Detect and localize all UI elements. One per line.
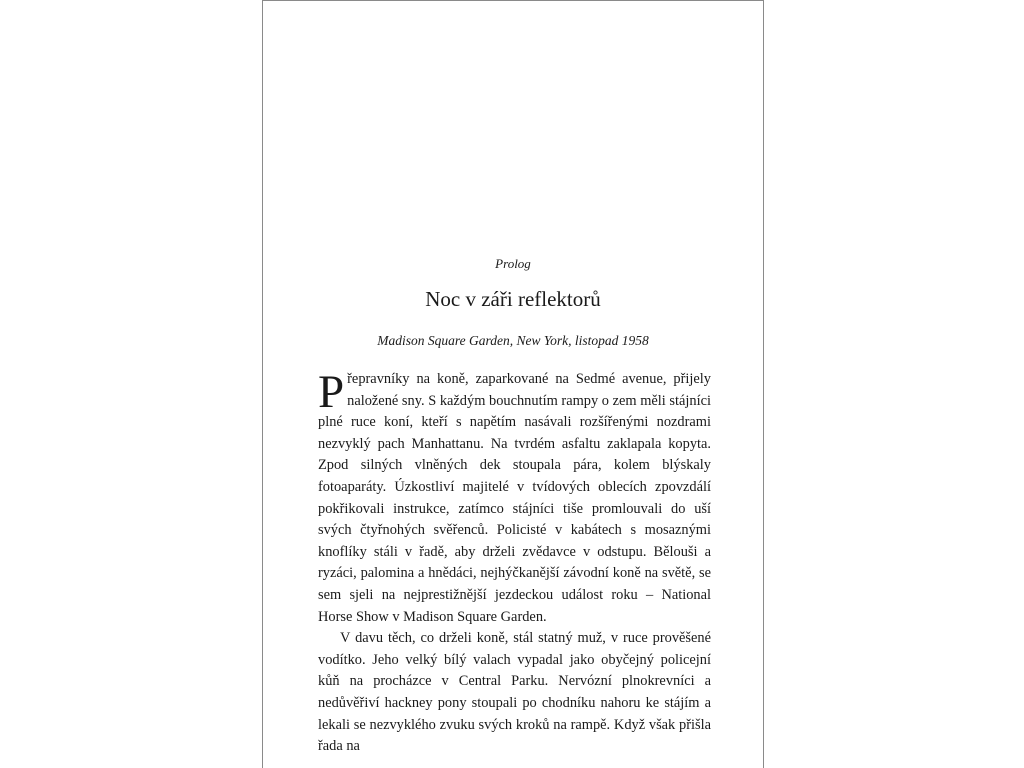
book-page (262, 0, 764, 768)
chapter-title: Noc v záři reflektorů (425, 287, 601, 311)
paragraph-2: V davu těch, co drželi koně, stál statný muž, v ruce prověšené vodítko. Jeho velký bílý valach vypadal jako obyčejný policejní kůň na procházce v Central Parku. Nervózní plnokrevníci a nedůvěřiví hackney pony stoupali po chodníku nahoru ke stájím a lekali se nezvyklého zvuku svých kroků na rampě. Když však přišla řada na (318, 630, 711, 755)
body-text (318, 366, 711, 758)
chapter-label: Prolog (495, 256, 531, 271)
paragraph-1: Přepravníky na koně, zaparkované na Sedmé avenue, přijely naložené sny. S každým bouchnutím rampy o zem měli stájníci plné ruce koní, kteří s napětím nasávali rozšířenými nozdrami nezvyklý pach Manhattanu. Na tvrdém asfaltu zaklapala kopyta. Zpod silných vlněných dek stoupala pára, kolem blýskaly fotoaparáty. Úzkostliví majitelé v tvídových oblecích zpovzdálí pokřikovali instrukce, zatímco stájníci tiše promlouvali do uší svých čtyřnohých svěřenců. Policisté v kabátech s mosaznými knoflíky stáli v řadě, aby drželi zvědavce v odstupu. Bělouši a ryzáci, palomina a hnědáci, nejhýčkanější závodní koně na světě, se sem sjeli na nejprestižnější jezdeckou událost roku – National Horse Show v Madison Square Garden. (318, 366, 711, 625)
chapter-subtitle: Madison Square Garden, New York, listopad 1958 (377, 333, 649, 348)
